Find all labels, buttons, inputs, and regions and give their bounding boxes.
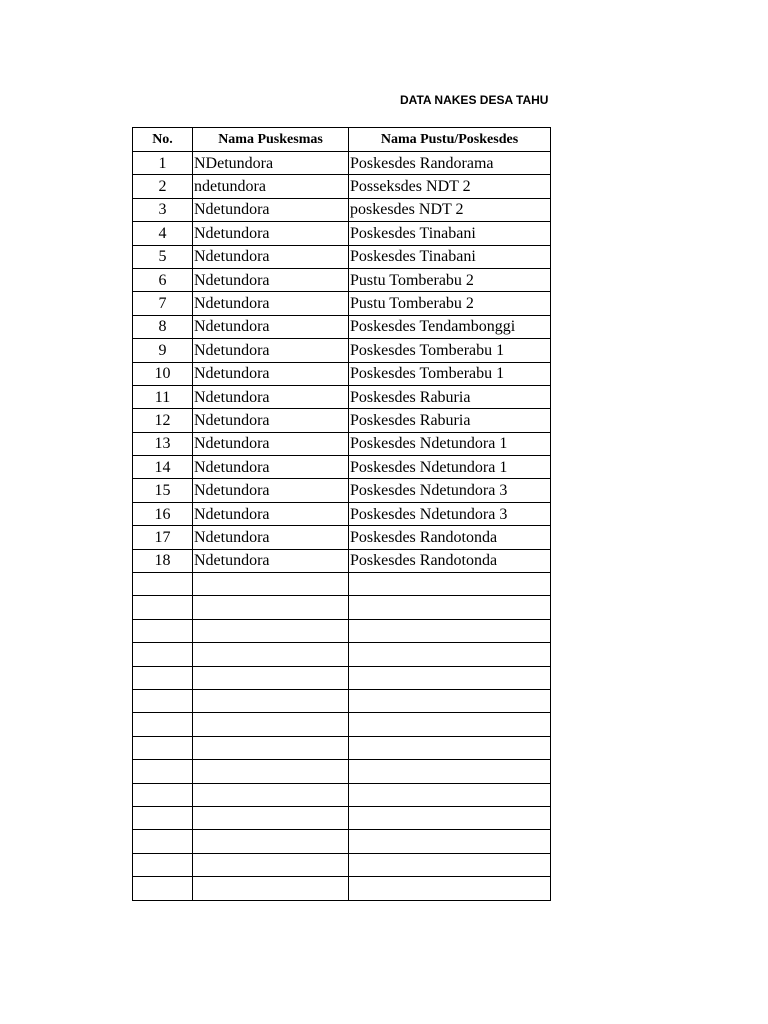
table-row xyxy=(133,456,551,479)
cell-nama-pustu-poskesdes: Poskesdes Raburia xyxy=(349,409,551,432)
header-no: No. xyxy=(133,128,193,152)
cell-nama-pustu-poskesdes xyxy=(349,806,551,829)
cell-no: 5 xyxy=(133,245,193,268)
cell-nama-puskesmas: Ndetundora xyxy=(193,502,349,525)
table-row xyxy=(133,666,551,689)
cell-nama-puskesmas xyxy=(193,830,349,853)
cell-no xyxy=(133,689,193,712)
cell-nama-pustu-poskesdes: Poskesdes Ndetundora 1 xyxy=(349,456,551,479)
table-row xyxy=(133,596,551,619)
cell-nama-puskesmas: Ndetundora xyxy=(193,268,349,291)
table-row xyxy=(133,526,551,549)
table-row xyxy=(133,245,551,268)
cell-nama-puskesmas: Ndetundora xyxy=(193,409,349,432)
cell-nama-pustu-poskesdes xyxy=(349,830,551,853)
cell-no: 7 xyxy=(133,292,193,315)
table-row xyxy=(133,549,551,572)
cell-no: 4 xyxy=(133,222,193,245)
cell-nama-pustu-poskesdes xyxy=(349,689,551,712)
cell-nama-pustu-poskesdes xyxy=(349,760,551,783)
table-row xyxy=(133,409,551,432)
cell-nama-pustu-poskesdes xyxy=(349,596,551,619)
cell-no: 10 xyxy=(133,362,193,385)
cell-nama-puskesmas: Ndetundora xyxy=(193,432,349,455)
cell-nama-puskesmas: Ndetundora xyxy=(193,549,349,572)
cell-no xyxy=(133,713,193,736)
cell-no: 8 xyxy=(133,315,193,338)
cell-no xyxy=(133,760,193,783)
cell-nama-puskesmas xyxy=(193,783,349,806)
cell-nama-puskesmas: Ndetundora xyxy=(193,479,349,502)
cell-nama-puskesmas xyxy=(193,877,349,900)
table-row xyxy=(133,830,551,853)
table-row xyxy=(133,760,551,783)
cell-no xyxy=(133,736,193,759)
table-row xyxy=(133,619,551,642)
table-row xyxy=(133,339,551,362)
cell-no: 1 xyxy=(133,152,193,175)
table-row xyxy=(133,877,551,900)
cell-no: 15 xyxy=(133,479,193,502)
cell-no xyxy=(133,666,193,689)
cell-nama-puskesmas: Ndetundora xyxy=(193,245,349,268)
cell-nama-pustu-poskesdes: Poskesdes Tinabani xyxy=(349,245,551,268)
table-row xyxy=(133,175,551,198)
cell-nama-pustu-poskesdes: Posseksdes NDT 2 xyxy=(349,175,551,198)
table-row xyxy=(133,479,551,502)
table-row xyxy=(133,152,551,175)
cell-nama-pustu-poskesdes: poskesdes NDT 2 xyxy=(349,198,551,221)
cell-no: 6 xyxy=(133,268,193,291)
cell-nama-puskesmas xyxy=(193,596,349,619)
cell-nama-puskesmas xyxy=(193,760,349,783)
page-title: DATA NAKES DESA TAHU xyxy=(400,93,549,107)
cell-nama-puskesmas xyxy=(193,619,349,642)
table-row xyxy=(133,713,551,736)
cell-nama-pustu-poskesdes: Poskesdes Tomberabu 1 xyxy=(349,339,551,362)
cell-nama-puskesmas: Ndetundora xyxy=(193,362,349,385)
cell-nama-puskesmas: Ndetundora xyxy=(193,222,349,245)
table-row xyxy=(133,385,551,408)
cell-nama-puskesmas xyxy=(193,713,349,736)
table-header-row xyxy=(133,128,551,152)
cell-nama-puskesmas: Ndetundora xyxy=(193,339,349,362)
cell-no: 16 xyxy=(133,502,193,525)
table-row xyxy=(133,573,551,596)
cell-nama-puskesmas: Ndetundora xyxy=(193,456,349,479)
table-row xyxy=(133,292,551,315)
cell-no: 11 xyxy=(133,385,193,408)
cell-nama-puskesmas: Ndetundora xyxy=(193,198,349,221)
cell-nama-pustu-poskesdes: Poskesdes Randotonda xyxy=(349,549,551,572)
table-row xyxy=(133,315,551,338)
cell-nama-pustu-poskesdes xyxy=(349,619,551,642)
table-row xyxy=(133,198,551,221)
cell-nama-pustu-poskesdes: Poskesdes Raburia xyxy=(349,385,551,408)
cell-no xyxy=(133,830,193,853)
cell-no: 3 xyxy=(133,198,193,221)
cell-nama-pustu-poskesdes xyxy=(349,666,551,689)
cell-nama-puskesmas xyxy=(193,806,349,829)
table-row xyxy=(133,268,551,291)
cell-nama-pustu-poskesdes: Pustu Tomberabu 2 xyxy=(349,268,551,291)
cell-no: 18 xyxy=(133,549,193,572)
cell-nama-pustu-poskesdes: Poskesdes Tinabani xyxy=(349,222,551,245)
table-row xyxy=(133,783,551,806)
cell-nama-puskesmas: NDetundora xyxy=(193,152,349,175)
cell-nama-pustu-poskesdes: Poskesdes Randotonda xyxy=(349,526,551,549)
table-body xyxy=(133,152,551,901)
cell-nama-puskesmas xyxy=(193,643,349,666)
cell-nama-puskesmas xyxy=(193,689,349,712)
cell-no: 17 xyxy=(133,526,193,549)
table-row xyxy=(133,806,551,829)
cell-nama-pustu-poskesdes xyxy=(349,643,551,666)
cell-no: 12 xyxy=(133,409,193,432)
cell-nama-pustu-poskesdes: Poskesdes Ndetundora 3 xyxy=(349,479,551,502)
cell-nama-puskesmas xyxy=(193,666,349,689)
cell-nama-pustu-poskesdes xyxy=(349,736,551,759)
cell-no xyxy=(133,573,193,596)
header-nama-puskesmas: Nama Puskesmas xyxy=(193,128,349,152)
cell-nama-puskesmas: ndetundora xyxy=(193,175,349,198)
cell-nama-pustu-poskesdes xyxy=(349,783,551,806)
data-table xyxy=(132,127,551,901)
cell-no: 13 xyxy=(133,432,193,455)
table-row xyxy=(133,222,551,245)
cell-nama-pustu-poskesdes: Poskesdes Ndetundora 1 xyxy=(349,432,551,455)
cell-no xyxy=(133,877,193,900)
cell-no xyxy=(133,619,193,642)
cell-no: 2 xyxy=(133,175,193,198)
cell-no xyxy=(133,806,193,829)
cell-nama-puskesmas xyxy=(193,573,349,596)
cell-nama-pustu-poskesdes: Poskesdes Tomberabu 1 xyxy=(349,362,551,385)
table-row xyxy=(133,689,551,712)
cell-nama-pustu-poskesdes xyxy=(349,713,551,736)
cell-nama-puskesmas: Ndetundora xyxy=(193,526,349,549)
cell-no xyxy=(133,596,193,619)
cell-nama-pustu-poskesdes xyxy=(349,877,551,900)
cell-no: 9 xyxy=(133,339,193,362)
cell-nama-pustu-poskesdes: Poskesdes Randorama xyxy=(349,152,551,175)
cell-nama-puskesmas xyxy=(193,853,349,876)
cell-nama-pustu-poskesdes xyxy=(349,573,551,596)
cell-nama-pustu-poskesdes: Poskesdes Ndetundora 3 xyxy=(349,502,551,525)
header-nama-pustu-poskesdes: Nama Pustu/Poskesdes xyxy=(349,128,551,152)
table-row xyxy=(133,736,551,759)
cell-nama-puskesmas: Ndetundora xyxy=(193,385,349,408)
cell-nama-pustu-poskesdes: Poskesdes Tendambonggi xyxy=(349,315,551,338)
cell-nama-puskesmas: Ndetundora xyxy=(193,315,349,338)
table-row xyxy=(133,502,551,525)
cell-no xyxy=(133,783,193,806)
cell-no xyxy=(133,643,193,666)
table-row xyxy=(133,643,551,666)
cell-nama-pustu-poskesdes: Pustu Tomberabu 2 xyxy=(349,292,551,315)
table-row xyxy=(133,432,551,455)
cell-nama-puskesmas xyxy=(193,736,349,759)
cell-nama-pustu-poskesdes xyxy=(349,853,551,876)
cell-no: 14 xyxy=(133,456,193,479)
cell-nama-puskesmas: Ndetundora xyxy=(193,292,349,315)
table-row xyxy=(133,362,551,385)
table-row xyxy=(133,853,551,876)
cell-no xyxy=(133,853,193,876)
